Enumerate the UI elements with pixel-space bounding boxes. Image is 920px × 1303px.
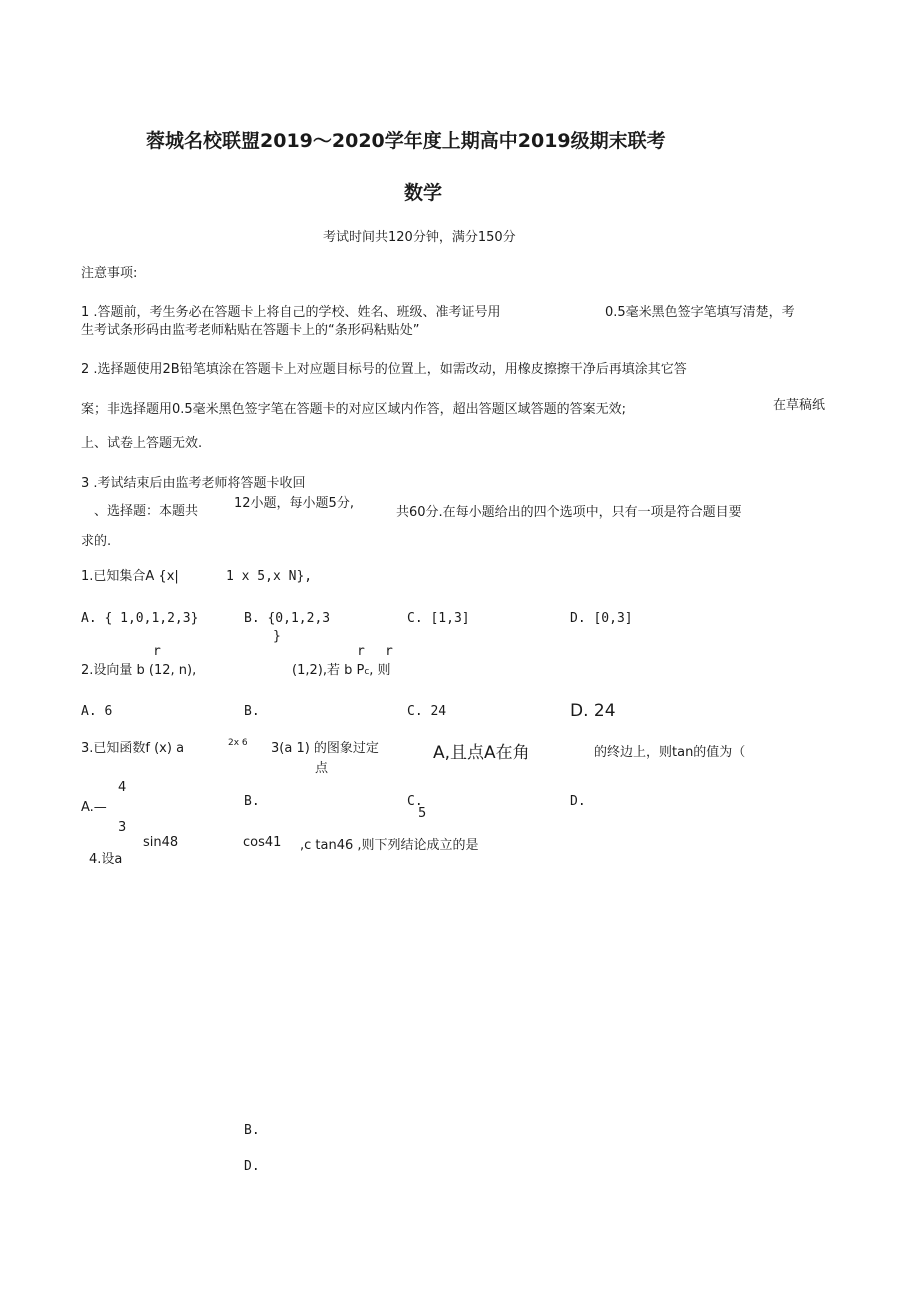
question-3-stem-d: 的终边上，则tan的值为（	[594, 745, 746, 760]
question-4-option-d: D.	[244, 1159, 260, 1174]
question-2-stem-b	[292, 663, 391, 679]
question-3-fraction-numerator: 4	[118, 780, 127, 795]
note-2-c: 在草稿纸	[773, 398, 826, 413]
exam-info: 考试时间共120分钟，满分150分	[323, 230, 516, 245]
question-1-stem-b: 1 x 5,x N},	[226, 569, 313, 584]
question-4-tan: ,c tan46 ,则下列结论成立的是	[300, 838, 479, 853]
vector-mark-3: r	[385, 644, 393, 659]
question-3-option-b: B.	[244, 794, 260, 809]
vector-mark-1: r	[153, 644, 161, 659]
question-3-fraction-denominator: 3	[118, 820, 127, 835]
notes-heading: 注意事项:	[81, 266, 138, 281]
question-1-option-c: C. [1,3]	[407, 611, 470, 626]
question-3-option-a: A.—	[81, 800, 107, 815]
question-2-stem-c: , 则	[369, 663, 391, 678]
question-3-exponent: 2x 6	[228, 738, 248, 748]
section-1-d: 求的.	[81, 534, 112, 549]
note-2-a: 2 .选择题使用2B铅笔填涂在答题卡上对应题目标号的位置上，如需改动，用橡皮擦擦干净后再填涂其它答	[81, 362, 687, 377]
note-2-b: 案；非选择题用0.5毫米黑色签字笔在答题卡的对应区域内作答，超出答题区域答题的答案无效;	[81, 402, 627, 417]
question-3-option-d: D.	[570, 794, 586, 809]
question-3-option-c-value: 5	[418, 806, 427, 821]
note-1-a: 1 .答题前，考生务必在答题卡上将自己的学校、姓名、班级、准考证号用	[81, 305, 501, 320]
subject-title: 数学	[404, 182, 443, 204]
note-2-d: 上、试卷上答题无效.	[81, 436, 203, 451]
question-4-sin: sin48	[143, 835, 179, 850]
note-1-c: 生考试条形码由监考老师粘贴在答题卡上的“条形码粘贴处”	[81, 323, 420, 338]
question-1-option-b-brace: }	[273, 629, 281, 644]
question-3-stem-a: 3.已知函数f (x) a	[81, 741, 185, 756]
question-2-stem-sub: c	[364, 667, 370, 677]
question-1-stem-a: 1.已知集合A {x|	[81, 569, 179, 584]
question-2-option-c: C. 24	[407, 704, 447, 719]
note-3: 3 .考试结束后由监考老师将答题卡收回	[81, 476, 306, 491]
question-2-stem-a: 2.设向量 b (12, n),	[81, 663, 197, 678]
question-3-stem-b2: 点	[315, 761, 329, 776]
page-title: 蓉城名校联盟2019～2020学年度上期高中2019级期末联考	[146, 130, 666, 152]
question-1-option-d: D. [0,3]	[570, 611, 633, 626]
question-2-option-b: B.	[244, 704, 260, 719]
section-1-a: 、选择题：本题共	[94, 504, 199, 519]
question-2-option-d: D. 24	[570, 701, 616, 721]
section-1-b: 12小题，每小题5分,	[234, 496, 354, 511]
question-1-option-b: B. {0,1,2,3	[244, 611, 331, 626]
question-2-stem-b-main: (1,2),若 b P	[292, 663, 365, 678]
question-2-option-a: A. 6	[81, 704, 113, 719]
question-3-stem-c: A,且点A在角	[433, 743, 530, 763]
question-4-stem: 4.设a	[89, 852, 123, 867]
question-4-cos: cos41	[243, 835, 282, 850]
question-3-stem-b: 3(a 1) 的图象过定	[271, 741, 379, 756]
vector-mark-2: r	[357, 644, 365, 659]
question-3-option-c: C.	[407, 794, 423, 809]
section-1-c: 共60分.在每小题给出的四个选项中，只有一项是符合题目要	[396, 505, 742, 520]
note-1-b: 0.5毫米黑色签字笔填写清楚，考	[605, 305, 795, 320]
question-1-option-a: A. { 1,0,1,2,3}	[81, 611, 199, 626]
question-4-option-b: B.	[244, 1123, 260, 1138]
